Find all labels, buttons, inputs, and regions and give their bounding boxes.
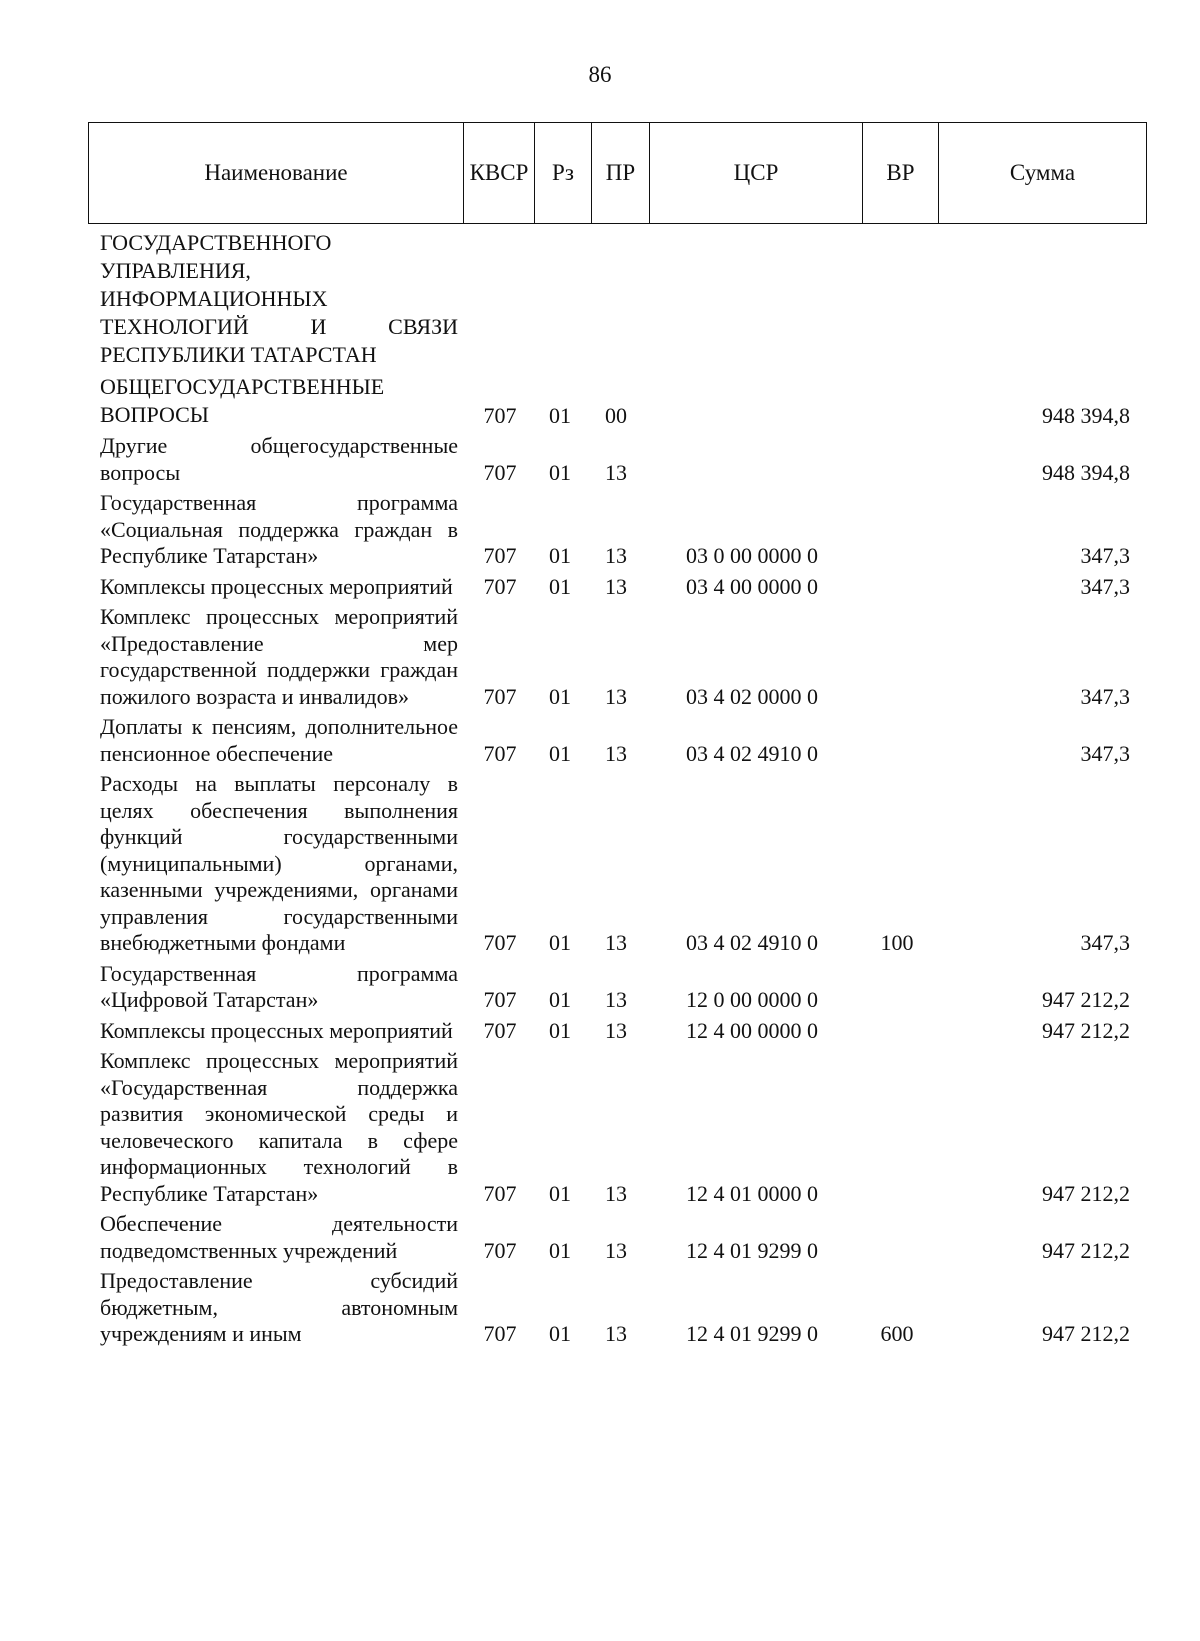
row-vr: 100 <box>880 930 914 955</box>
table-row <box>0 369 1200 429</box>
row-pr: 13 <box>605 1237 627 1263</box>
row-name: Доплаты к пенсиям, дополнительное пенсионное обеспечение <box>100 714 458 766</box>
row-sum: 347,3 <box>1080 683 1130 709</box>
row-pr: 13 <box>605 987 627 1012</box>
row-pr: 00 <box>605 402 627 428</box>
table-row <box>0 767 1200 957</box>
row-rz: 01 <box>549 573 571 599</box>
row-rz: 01 <box>549 402 571 428</box>
row-rz: 01 <box>549 459 571 485</box>
row-rz: 01 <box>549 987 571 1012</box>
row-sum: 947 212,2 <box>1042 987 1130 1012</box>
row-csr: 12 4 00 0000 0 <box>686 1017 818 1043</box>
row-name: Предоставление субсидий бюджетным, автономным учреждениям и иным <box>100 1268 458 1346</box>
row-kvsr: 707 <box>483 402 517 428</box>
row-rz: 01 <box>549 543 571 568</box>
row-pr: 13 <box>605 930 627 955</box>
row-name: Другие общегосударственные вопросы <box>100 433 458 485</box>
table-header <box>88 122 1147 224</box>
row-pr: 13 <box>605 543 627 568</box>
row-kvsr: 707 <box>483 740 517 766</box>
row-kvsr: 707 <box>483 683 517 709</box>
row-name: Государственная программа «Цифровой Татарстан» <box>100 960 458 1012</box>
row-sum: 947 212,2 <box>1042 1180 1130 1206</box>
column-header-rz: Рз <box>535 123 592 224</box>
row-sum: 947 212,2 <box>1042 1237 1130 1263</box>
row-sum: 347,3 <box>1080 543 1130 568</box>
row-rz: 01 <box>549 1321 571 1346</box>
row-kvsr: 707 <box>483 1237 517 1263</box>
row-kvsr: 707 <box>483 573 517 599</box>
column-header-name: Наименование <box>89 123 464 224</box>
table-row <box>0 1207 1200 1264</box>
row-kvsr: 707 <box>483 1017 517 1043</box>
row-pr: 13 <box>605 459 627 485</box>
row-pr: 13 <box>605 1180 627 1206</box>
row-sum: 948 394,8 <box>1042 459 1130 485</box>
row-sum: 347,3 <box>1080 573 1130 599</box>
row-rz: 01 <box>549 1180 571 1206</box>
page-number: 86 <box>588 62 612 87</box>
column-header-csr: ЦСР <box>650 123 863 224</box>
row-csr: 03 4 00 0000 0 <box>686 573 818 599</box>
row-name: Расходы на выплаты персоналу в целях обеспечения выполнения функций государственными (муниципальными) органами, казенными учреждениями, органами управления государственными внебюджетными фондами <box>100 771 458 955</box>
row-csr: 12 4 01 0000 0 <box>686 1180 818 1206</box>
row-csr: 03 4 02 4910 0 <box>686 930 818 955</box>
table-row <box>0 486 1200 570</box>
row-csr: 12 0 00 0000 0 <box>686 987 818 1012</box>
row-sum: 948 394,8 <box>1042 402 1130 428</box>
table-row <box>0 1264 1200 1348</box>
row-csr: 03 0 00 0000 0 <box>686 543 818 568</box>
row-csr: 12 4 01 9299 0 <box>686 1237 818 1263</box>
row-rz: 01 <box>549 1017 571 1043</box>
column-header-sum: Сумма <box>939 123 1147 224</box>
table-row <box>0 600 1200 710</box>
row-csr: 12 4 01 9299 0 <box>686 1321 818 1346</box>
row-sum: 347,3 <box>1080 740 1130 766</box>
row-vr: 600 <box>880 1321 914 1346</box>
column-header-pr: ПР <box>592 123 650 224</box>
row-kvsr: 707 <box>483 459 517 485</box>
row-pr: 13 <box>605 683 627 709</box>
row-name: Государственная программа «Социальная поддержка граждан в Республике Татарстан» <box>100 490 458 568</box>
row-kvsr: 707 <box>483 930 517 955</box>
row-name: Комплекс процессных мероприятий «Предоставление мер государственной поддержки граждан пожилого возраста и инвалидов» <box>100 604 458 709</box>
row-pr: 13 <box>605 740 627 766</box>
row-sum: 947 212,2 <box>1042 1017 1130 1043</box>
row-rz: 01 <box>549 740 571 766</box>
row-sum: 947 212,2 <box>1042 1321 1130 1346</box>
row-name: Комплексы процессных мероприятий <box>100 573 453 599</box>
row-pr: 13 <box>605 573 627 599</box>
row-rz: 01 <box>549 930 571 955</box>
row-name: Комплексы процессных мероприятий <box>100 1017 453 1043</box>
row-sum: 347,3 <box>1080 930 1130 955</box>
table-row <box>0 1044 1200 1207</box>
column-header-vr: ВР <box>863 123 939 224</box>
table-row <box>0 225 1200 369</box>
row-kvsr: 707 <box>483 1321 517 1346</box>
row-rz: 01 <box>549 1237 571 1263</box>
row-pr: 13 <box>605 1321 627 1346</box>
table-row <box>0 1014 1200 1045</box>
row-kvsr: 707 <box>483 987 517 1012</box>
table-row <box>0 710 1200 767</box>
row-pr: 13 <box>605 1017 627 1043</box>
row-name: ГОСУДАРСТВЕННОГО УПРАВЛЕНИЯ, ИНФОРМАЦИОННЫХ ТЕХНОЛОГИЙ И СВЯЗИ РЕСПУБЛИКИ ТАТАРСТАН <box>100 230 458 367</box>
row-name: Обеспечение деятельности подведомственных учреждений <box>100 1211 458 1263</box>
budget-table-body <box>0 225 1200 1348</box>
table-row <box>0 429 1200 486</box>
row-rz: 01 <box>549 683 571 709</box>
table-row <box>0 957 1200 1014</box>
row-name: ОБЩЕГОСУДАРСТВЕННЫЕ ВОПРОСЫ <box>100 374 385 427</box>
row-csr: 03 4 02 4910 0 <box>686 740 818 766</box>
row-csr: 03 4 02 0000 0 <box>686 683 818 709</box>
row-name: Комплекс процессных мероприятий «Государственная поддержка развития экономической среды и человеческого капитала в сфере информационных технологий в Республике Татарстан» <box>100 1048 458 1206</box>
row-kvsr: 707 <box>483 1180 517 1206</box>
table-row <box>0 570 1200 601</box>
column-header-kvsr: КВСР <box>464 123 535 224</box>
row-kvsr: 707 <box>483 543 517 568</box>
